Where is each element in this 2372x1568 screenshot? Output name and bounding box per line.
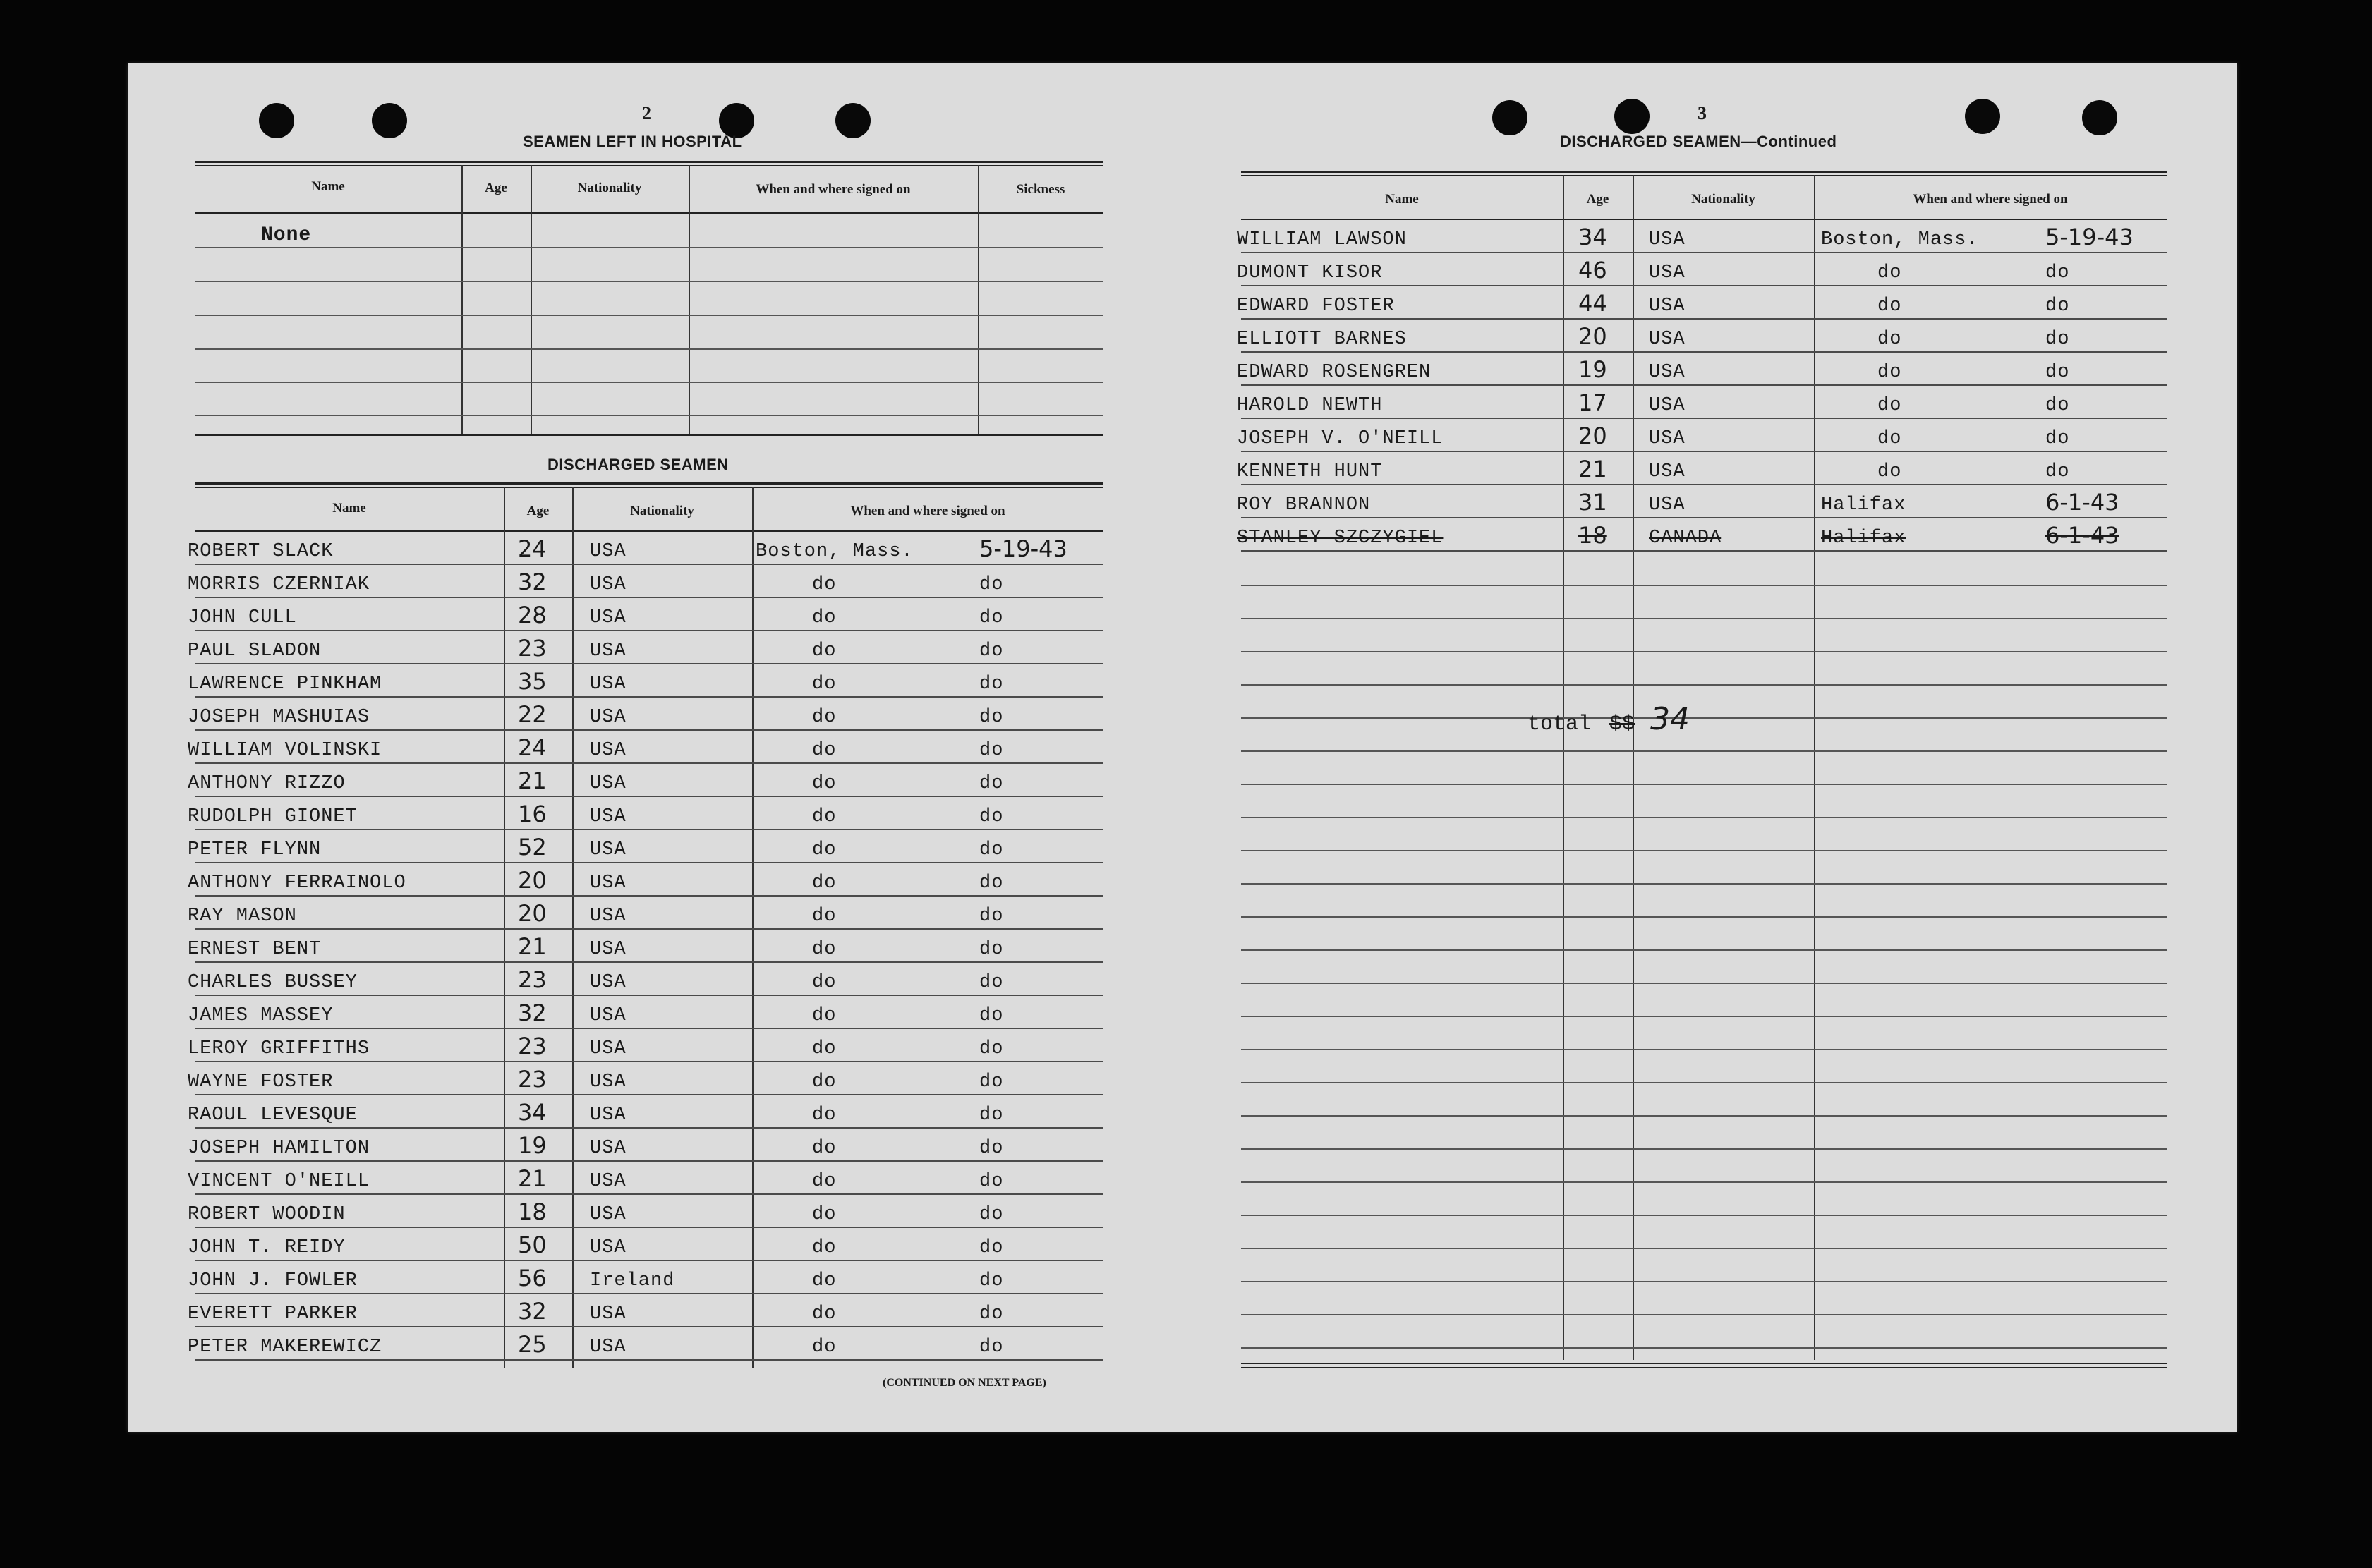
table-row [188, 1162, 1103, 1195]
signed-on-date: do [2045, 362, 2070, 383]
seaman-age: 28 [518, 602, 547, 628]
seaman-nationality: USA [590, 1171, 627, 1192]
seaman-nationality: USA [590, 674, 627, 695]
signed-on-date: do [979, 674, 1004, 695]
seaman-nationality: USA [590, 1204, 627, 1225]
seaman-nationality: USA [1649, 329, 1686, 350]
seaman-nationality: USA [590, 707, 627, 728]
seaman-name: HAROLD NEWTH [1237, 395, 1383, 416]
seaman-nationality: USA [590, 972, 627, 993]
seaman-age: 23 [518, 635, 547, 662]
table-row [188, 1129, 1103, 1162]
table-row [188, 1062, 1103, 1095]
seaman-age: 23 [518, 1033, 547, 1059]
signed-on-place: do [812, 674, 837, 695]
header-age: Age [485, 181, 507, 195]
signed-on-place: do [812, 1105, 837, 1126]
seaman-age: 32 [518, 1298, 547, 1325]
signed-on-place: do [812, 972, 837, 993]
punch-hole [1965, 99, 2000, 134]
seaman-nationality: USA [1649, 428, 1686, 449]
table-row [188, 565, 1103, 598]
seaman-name: WAYNE FOSTER [188, 1071, 334, 1093]
signed-on-place: do [812, 1204, 837, 1225]
signed-on-date: 5-19-43 [979, 535, 1067, 562]
table-row [188, 897, 1103, 930]
seaman-nationality: USA [590, 773, 627, 794]
header-signed-on: When and where signed on [756, 182, 911, 197]
continued-note: (CONTINUED ON NEXT PAGE) [883, 1377, 1046, 1389]
signed-on-date: do [979, 607, 1004, 628]
seaman-nationality: USA [1649, 262, 1686, 284]
seaman-name: JOHN J. FOWLER [188, 1270, 358, 1292]
signed-on-date: do [979, 806, 1004, 827]
signed-on-place: do [812, 740, 837, 761]
seaman-name: PAUL SLADON [188, 640, 322, 662]
signed-on-place: do [812, 1038, 837, 1059]
seaman-name: ANTHONY RIZZO [188, 773, 346, 794]
seaman-age: 21 [1578, 456, 1607, 482]
signed-on-place: do [812, 574, 837, 595]
seaman-age: 24 [518, 535, 547, 562]
seaman-name: CHARLES BUSSEY [188, 972, 358, 993]
table-row [188, 996, 1103, 1029]
seaman-nationality: USA [590, 640, 627, 662]
seaman-nationality: USA [590, 1138, 627, 1159]
seaman-age: 23 [518, 966, 547, 993]
seaman-age: 44 [1578, 290, 1607, 317]
signed-on-date: do [979, 1270, 1004, 1292]
seaman-nationality: USA [590, 806, 627, 827]
signed-on-place: do [812, 806, 837, 827]
seaman-name: WILLIAM VOLINSKI [188, 740, 382, 761]
table-row [188, 830, 1103, 863]
seaman-age: 20 [1578, 323, 1607, 350]
seaman-nationality: USA [590, 541, 627, 562]
seaman-name: RAY MASON [188, 906, 297, 927]
seaman-age: 32 [518, 999, 547, 1026]
signed-on-date: do [979, 1038, 1004, 1059]
table-row [188, 764, 1103, 797]
signed-on-date: 6-1-43 [2045, 489, 2119, 516]
seaman-nationality: USA [1649, 461, 1686, 482]
seaman-name: ROBERT SLACK [188, 541, 334, 562]
signed-on-place: do [1877, 461, 1902, 482]
signed-on-date: do [979, 640, 1004, 662]
seaman-name: EDWARD ROSENGREN [1237, 362, 1432, 383]
total-label: total $$ 34 [1527, 701, 1690, 737]
seaman-name: VINCENT O'NEILL [188, 1171, 370, 1192]
signed-on-place: do [1877, 362, 1902, 383]
seaman-age: 20 [518, 867, 547, 894]
signed-on-date: do [979, 1303, 1004, 1325]
signed-on-date: do [2045, 296, 2070, 317]
header-age: Age [1586, 192, 1609, 207]
signed-on-date: do [979, 1204, 1004, 1225]
seaman-age: 20 [518, 900, 547, 927]
seaman-nationality: USA [590, 1005, 627, 1026]
seaman-age: 21 [518, 767, 547, 794]
table-row [188, 1029, 1103, 1062]
signed-on-date: do [2045, 329, 2070, 350]
table-row [188, 664, 1103, 698]
seaman-nationality: USA [590, 1237, 627, 1258]
table-row [1237, 452, 2167, 485]
signed-on-place: Halifax [1821, 494, 1906, 516]
signed-on-place: Halifax [1821, 528, 1906, 549]
signed-on-place: do [812, 839, 837, 861]
seaman-age: 22 [518, 701, 547, 728]
seaman-name: JOSEPH MASHUIAS [188, 707, 370, 728]
signed-on-date: do [979, 707, 1004, 728]
table-row [188, 698, 1103, 731]
seaman-age: 50 [518, 1232, 547, 1258]
seaman-name: STANLEY SZCZYGIEL [1237, 528, 1444, 549]
signed-on-place: do [812, 607, 837, 628]
seaman-name: LEROY GRIFFITHS [188, 1038, 370, 1059]
signed-on-place: do [812, 1237, 837, 1258]
punch-hole [2082, 100, 2117, 135]
seaman-name: ROBERT WOODIN [188, 1204, 346, 1225]
hospital-entry: None [261, 224, 312, 246]
signed-on-date: do [979, 1237, 1004, 1258]
seaman-nationality: USA [1649, 362, 1686, 383]
signed-on-date: do [979, 906, 1004, 927]
seaman-nationality: USA [1649, 296, 1686, 317]
header-nationality: Nationality [630, 504, 694, 518]
signed-on-place: do [812, 640, 837, 662]
seaman-nationality: USA [590, 740, 627, 761]
table-row [188, 598, 1103, 631]
signed-on-place: do [812, 1138, 837, 1159]
seaman-age: 20 [1578, 423, 1607, 449]
discharged-table-left [188, 482, 1103, 1368]
table-row [1237, 353, 2167, 386]
signed-on-date: do [2045, 461, 2070, 482]
signed-on-date: do [979, 1105, 1004, 1126]
signed-on-place: Boston, Mass. [1821, 229, 1979, 250]
header-name: Name [332, 501, 366, 516]
table-row [188, 532, 1103, 565]
hospital-title: SEAMEN LEFT IN HOSPITAL [523, 133, 742, 150]
seaman-age: 32 [518, 569, 547, 595]
signed-on-date: do [979, 873, 1004, 894]
signed-on-place: do [1877, 395, 1902, 416]
seaman-age: 24 [518, 734, 547, 761]
seaman-nationality: USA [590, 1337, 627, 1358]
signed-on-date: do [979, 773, 1004, 794]
signed-on-place: do [812, 1303, 837, 1325]
hospital-table [195, 161, 1103, 436]
signed-on-place: do [812, 773, 837, 794]
seaman-nationality: USA [590, 839, 627, 861]
seaman-name: JOSEPH HAMILTON [188, 1138, 370, 1159]
table-row [188, 1261, 1103, 1294]
seaman-nationality: USA [590, 1105, 627, 1126]
seaman-age: 46 [1578, 257, 1607, 284]
signed-on-place: do [812, 707, 837, 728]
table-row [1237, 320, 2167, 353]
table-row [188, 1195, 1103, 1228]
seaman-nationality: USA [590, 873, 627, 894]
seaman-age: 25 [518, 1331, 547, 1358]
page-number-right: 3 [1698, 103, 1707, 123]
page-number-left: 2 [642, 103, 651, 123]
table-row [1237, 485, 2167, 518]
seaman-nationality: USA [1649, 395, 1686, 416]
table-row [188, 631, 1103, 664]
seaman-age: 18 [518, 1198, 547, 1225]
seaman-age: 21 [518, 933, 547, 960]
seaman-name: DUMONT KISOR [1237, 262, 1383, 284]
signed-on-date: do [2045, 262, 2070, 284]
signed-on-date: do [979, 1071, 1004, 1093]
seaman-name: PETER MAKEREWICZ [188, 1337, 382, 1358]
seaman-age: 34 [1578, 224, 1607, 250]
seaman-age: 35 [518, 668, 547, 695]
header-signed-on: When and where signed on [850, 504, 1005, 518]
seaman-nationality: Ireland [590, 1270, 675, 1292]
total-value: 34 [1650, 701, 1690, 737]
seaman-name: LAWRENCE PINKHAM [188, 674, 382, 695]
document-sheet [128, 63, 2237, 1432]
signed-on-place: do [1877, 262, 1902, 284]
seaman-age: 17 [1578, 389, 1607, 416]
seaman-name: EVERETT PARKER [188, 1303, 358, 1325]
seaman-name: RUDOLPH GIONET [188, 806, 358, 827]
seaman-name: RAOUL LEVESQUE [188, 1105, 358, 1126]
seaman-age: 19 [518, 1132, 547, 1159]
seaman-age: 31 [1578, 489, 1607, 516]
seaman-name: KENNETH HUNT [1237, 461, 1383, 482]
signed-on-date: do [979, 972, 1004, 993]
seaman-age: 16 [518, 801, 547, 827]
signed-on-date: do [979, 574, 1004, 595]
table-row [1237, 518, 2167, 552]
seaman-nationality: USA [590, 906, 627, 927]
signed-on-date: do [2045, 395, 2070, 416]
seaman-name: PETER FLYNN [188, 839, 322, 861]
punch-hole [835, 103, 871, 138]
table-row [1237, 419, 2167, 452]
signed-on-place: do [812, 1337, 837, 1358]
signed-on-date: 6-1-43 [2045, 522, 2119, 549]
seaman-age: 23 [518, 1066, 547, 1093]
signed-on-place: do [812, 906, 837, 927]
seaman-name: MORRIS CZERNIAK [188, 574, 370, 595]
discharged-title: DISCHARGED SEAMEN [547, 456, 729, 473]
signed-on-place: do [812, 1270, 837, 1292]
table-row [188, 1095, 1103, 1129]
seaman-age: 19 [1578, 356, 1607, 383]
seaman-name: JOHN CULL [188, 607, 297, 628]
seaman-name: WILLIAM LAWSON [1237, 229, 1407, 250]
signed-on-date: do [979, 1138, 1004, 1159]
seaman-nationality: USA [1649, 229, 1686, 250]
seaman-name: ROY BRANNON [1237, 494, 1371, 516]
signed-on-place: do [812, 1071, 837, 1093]
signed-on-place: Boston, Mass. [756, 541, 914, 562]
signed-on-date: do [979, 1171, 1004, 1192]
signed-on-place: do [812, 1005, 837, 1026]
table-row [188, 1228, 1103, 1261]
seaman-name: ANTHONY FERRAINOLO [188, 873, 406, 894]
table-row [188, 1294, 1103, 1327]
table-row [188, 731, 1103, 764]
signed-on-place: do [1877, 296, 1902, 317]
seaman-nationality: USA [590, 607, 627, 628]
signed-on-place: do [812, 873, 837, 894]
seaman-name: JAMES MASSEY [188, 1005, 334, 1026]
punch-hole [1614, 99, 1650, 134]
seaman-name: JOSEPH V. O'NEILL [1237, 428, 1444, 449]
header-signed-on: When and where signed on [1913, 192, 2068, 207]
signed-on-date: do [979, 939, 1004, 960]
seaman-nationality: USA [590, 1038, 627, 1059]
header-name: Name [311, 179, 345, 194]
seaman-age: 52 [518, 834, 547, 861]
table-row [188, 797, 1103, 830]
table-row [188, 1327, 1103, 1361]
seaman-name: ERNEST BENT [188, 939, 322, 960]
signed-on-date: do [979, 1337, 1004, 1358]
signed-on-date: 5-19-43 [2045, 224, 2134, 250]
seaman-name: JOHN T. REIDY [188, 1237, 346, 1258]
seaman-nationality: USA [590, 939, 627, 960]
table-row [188, 863, 1103, 897]
table-row [1237, 286, 2167, 320]
header-age: Age [526, 504, 550, 518]
signed-on-place: do [812, 939, 837, 960]
punch-hole [372, 103, 407, 138]
table-row [1237, 386, 2167, 419]
signed-on-place: do [812, 1171, 837, 1192]
seaman-nationality: USA [590, 1071, 627, 1093]
table-row [188, 963, 1103, 996]
signed-on-date: do [2045, 428, 2070, 449]
table-row [1237, 220, 2167, 253]
seaman-age: 34 [518, 1099, 547, 1126]
punch-hole [1492, 100, 1527, 135]
discharged-continued-title: DISCHARGED SEAMEN—Continued [1560, 133, 1837, 150]
punch-hole [259, 103, 294, 138]
seaman-name: ELLIOTT BARNES [1237, 329, 1407, 350]
signed-on-date: do [979, 1005, 1004, 1026]
seaman-name: EDWARD FOSTER [1237, 296, 1395, 317]
seaman-nationality: USA [590, 574, 627, 595]
header-nationality: Nationality [577, 181, 642, 195]
header-name: Name [1385, 192, 1419, 207]
seaman-age: 21 [518, 1165, 547, 1192]
table-row [188, 930, 1103, 963]
seaman-age: 56 [518, 1265, 547, 1292]
signed-on-place: do [1877, 428, 1902, 449]
seaman-nationality: USA [1649, 494, 1686, 516]
discharged-table-right [1237, 171, 2167, 1370]
table-row [1237, 253, 2167, 286]
header-sickness: Sickness [1016, 182, 1065, 197]
header-nationality: Nationality [1691, 192, 1755, 207]
signed-on-date: do [979, 839, 1004, 861]
signed-on-date: do [979, 740, 1004, 761]
seaman-nationality: USA [590, 1303, 627, 1325]
seaman-nationality: CANADA [1649, 528, 1722, 549]
signed-on-place: do [1877, 329, 1902, 350]
seaman-age: 18 [1578, 522, 1607, 549]
